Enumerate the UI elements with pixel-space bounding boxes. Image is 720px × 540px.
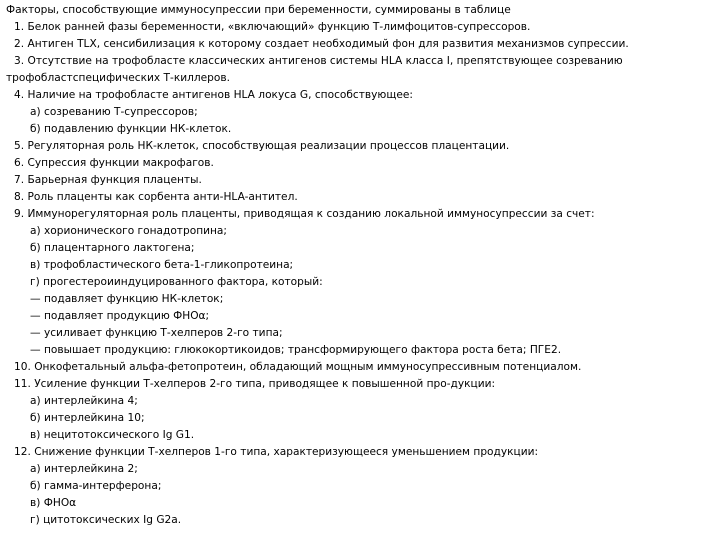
text-line: — подавляет функцию НК-клеток; bbox=[30, 293, 224, 305]
text-line: 3. Отсутствие на трофобласте классических антигенов системы HLA класса I, препятствующее созреванию bbox=[14, 55, 623, 67]
text-line: а) созреванию Т-супрессоров; bbox=[30, 106, 198, 118]
text-line: б) подавлению функции НК-клеток. bbox=[30, 123, 232, 135]
text-line: — подавляет продукцию ФНОα; bbox=[30, 310, 210, 322]
text-line: в) трофобластического бета-1-гликопротеина; bbox=[30, 259, 294, 271]
text-line: 5. Регуляторная роль НК-клеток, способствующая реализации процессов плацентации. bbox=[14, 140, 510, 152]
text-line: — усиливает функцию Т-хелперов 2-го типа; bbox=[30, 327, 283, 339]
text-line: 2. Антиген TLX, сенсибилизация к которому создает необходимый фон для развития механизмов супрессии. bbox=[14, 38, 629, 50]
text-line: 4. Наличие на трофобласте антигенов HLA локуса G, способствующее: bbox=[14, 89, 413, 101]
text-line: г) прогестероииндуцированного фактора, который: bbox=[30, 276, 323, 288]
text-line: 9. Иммунорегуляторная роль плаценты, приводящая к созданию локальной иммуносупрессии за счет: bbox=[14, 208, 595, 220]
text-line: а) интерлейкина 2; bbox=[30, 463, 138, 475]
text-line: 8. Роль плаценты как сорбента анти-HLA-антител. bbox=[14, 191, 298, 203]
text-line: б) плацентарного лактогена; bbox=[30, 242, 195, 254]
text-line: б) интерлейкина 10; bbox=[30, 412, 145, 424]
text-line: — повышает продукцию: глюкокортикоидов; трансформирующего фактора роста бета; ПГЕ2. bbox=[30, 344, 562, 356]
text-line: 7. Барьерная функция плаценты. bbox=[14, 174, 202, 186]
text-line: 6. Супрессия функции макрофагов. bbox=[14, 157, 214, 169]
text-line: 11. Усиление функции Т-хелперов 2-го типа, приводящее к повышенной про-дукции: bbox=[14, 378, 496, 390]
text-line: в) нецитотоксического Ig G1. bbox=[30, 429, 195, 441]
text-line: 10. Онкофетальный альфа-фетопротеин, обладающий мощным иммуносупрессивным потенциалом. bbox=[14, 361, 582, 373]
text-line: 12. Снижение функции Т-хелперов 1-го типа, характеризующееся уменьшением продукции: bbox=[14, 446, 539, 458]
text-line: в) ФНОα bbox=[30, 497, 77, 509]
text-line: 1. Белок ранней фазы беременности, «включающий» функцию Т-лимфоцитов-супрессоров. bbox=[14, 21, 531, 33]
text-line: г) цитотоксических Ig G2a. bbox=[30, 514, 182, 526]
document-heading: Факторы, способствующие иммуносупрессии при беременности, суммированы в таблице bbox=[6, 4, 511, 16]
text-line: б) гамма-интерферона; bbox=[30, 480, 162, 492]
text-line: а) хорионического гонадотропина; bbox=[30, 225, 227, 237]
text-line: трофобластспецифических Т-киллеров. bbox=[6, 72, 230, 84]
text-line: а) интерлейкина 4; bbox=[30, 395, 138, 407]
